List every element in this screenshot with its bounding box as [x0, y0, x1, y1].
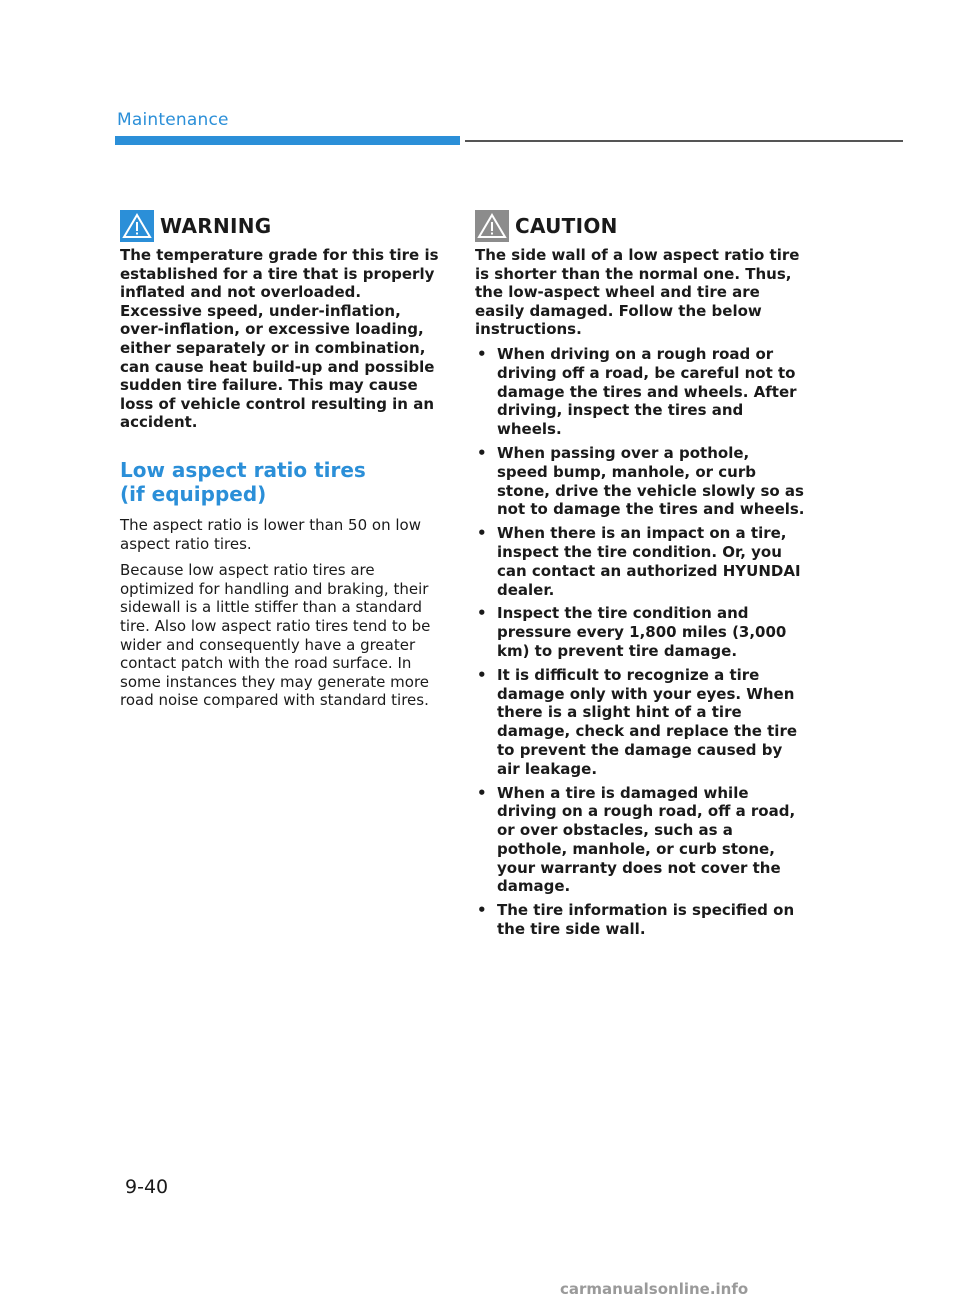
list-item-text: The tire information is specified on the tire side wall. — [497, 901, 795, 939]
caution-triangle-icon — [475, 210, 509, 242]
header-divider — [465, 140, 903, 142]
page-number: 9-40 — [125, 1176, 169, 1198]
right-column — [475, 210, 805, 944]
list-item: • Inspect the tire condition and pressure every 1,800 miles (3,000 km) to prevent tire damage. — [477, 604, 787, 660]
warning-text: The temperature grade for this tire is established for a tire that is properly inflated and not overloaded. Excessive speed, under-inflation, over-inflation, or excessive loading, either separately or in combination, can cause heat build-up and possible sudden tire failure. This may cause loss of vehicle control resulting in an accident. — [120, 246, 439, 432]
watermark: carmanualsonline.info — [560, 1280, 749, 1298]
warning-title: WARNING — [160, 214, 272, 238]
caution-title: CAUTION — [515, 214, 618, 238]
warning-triangle-icon — [120, 210, 154, 242]
list-item: • The tire information is specified on the tire side wall. — [477, 901, 795, 939]
low-aspect-heading-line1: Low aspect ratio tires — [120, 457, 366, 482]
low-aspect-paragraph-1: The aspect ratio is lower than 50 on low aspect ratio tires. — [120, 515, 421, 553]
caution-intro: The side wall of a low aspect ratio tire is shorter than the normal one. Thus, the low-aspect wheel and tire are easily damaged. Follow the below instructions. — [475, 246, 800, 339]
list-item: • It is difficult to recognize a tire damage only with your eyes. When there is a slight hint of a tire damage, check and replace the tire to prevent the damage caused by air leakage. — [477, 665, 798, 778]
low-aspect-heading-line2: (if equipped) — [120, 481, 267, 506]
list-item-text: Inspect the tire condition and pressure every 1,800 miles (3,000 km) to prevent tire damage. — [497, 604, 787, 660]
list-item: • When driving on a rough road or driving off a road, be careful not to damage the tires and wheels. After driving, inspect the tires and wheels. — [477, 344, 797, 439]
list-item-text: When driving on a rough road or driving off a road, be careful not to damage the tires and wheels. After driving, inspect the tires and wheels. — [497, 344, 797, 439]
list-item-text: It is difficult to recognize a tire damage only with your eyes. When there is a slight hint of a tire damage, check and replace the tire to prevent the damage caused by air leakage. — [497, 665, 798, 778]
list-item-text: When there is an impact on a tire, inspect the tire condition. Or, you can contact an authorized HYUNDAI dealer. — [497, 524, 801, 599]
list-item: • When there is an impact on a tire, inspect the tire condition. Or, you can contact an authorized HYUNDAI dealer. — [477, 524, 801, 599]
list-item: • When passing over a pothole, speed bump, manhole, or curb stone, drive the vehicle slowly so as not to damage the tires and wheels. — [477, 443, 805, 519]
caution-header — [475, 210, 805, 242]
low-aspect-paragraph-2: Because low aspect ratio tires are optimized for handling and braking, their sidewall is a little stiffer than a standard tire. Also low aspect ratio tires tend to be wider and consequently have a greater contact patch with the road surface. In some instances they may generate more road noise compared with standard tires. — [120, 561, 431, 710]
low-aspect-heading — [120, 458, 445, 506]
list-item-text: When passing over a pothole, speed bump, manhole, or curb stone, drive the vehicle slowly so as not to damage the tires and wheels. — [497, 443, 805, 519]
warning-header — [120, 210, 445, 242]
list-item: • When a tire is damaged while driving on a rough road, off a road, or over obstacles, such as a pothole, manhole, or curb stone, your warranty does not cover the damage. — [477, 783, 796, 896]
header-accent-bar — [115, 136, 460, 145]
list-item-text: When a tire is damaged while driving on a rough road, off a road, or over obstacles, such as a pothole, manhole, or curb stone, your warranty does not cover the damage. — [497, 783, 796, 896]
left-column — [120, 210, 445, 718]
caution-list — [475, 345, 805, 939]
section-title: Maintenance — [117, 110, 229, 130]
